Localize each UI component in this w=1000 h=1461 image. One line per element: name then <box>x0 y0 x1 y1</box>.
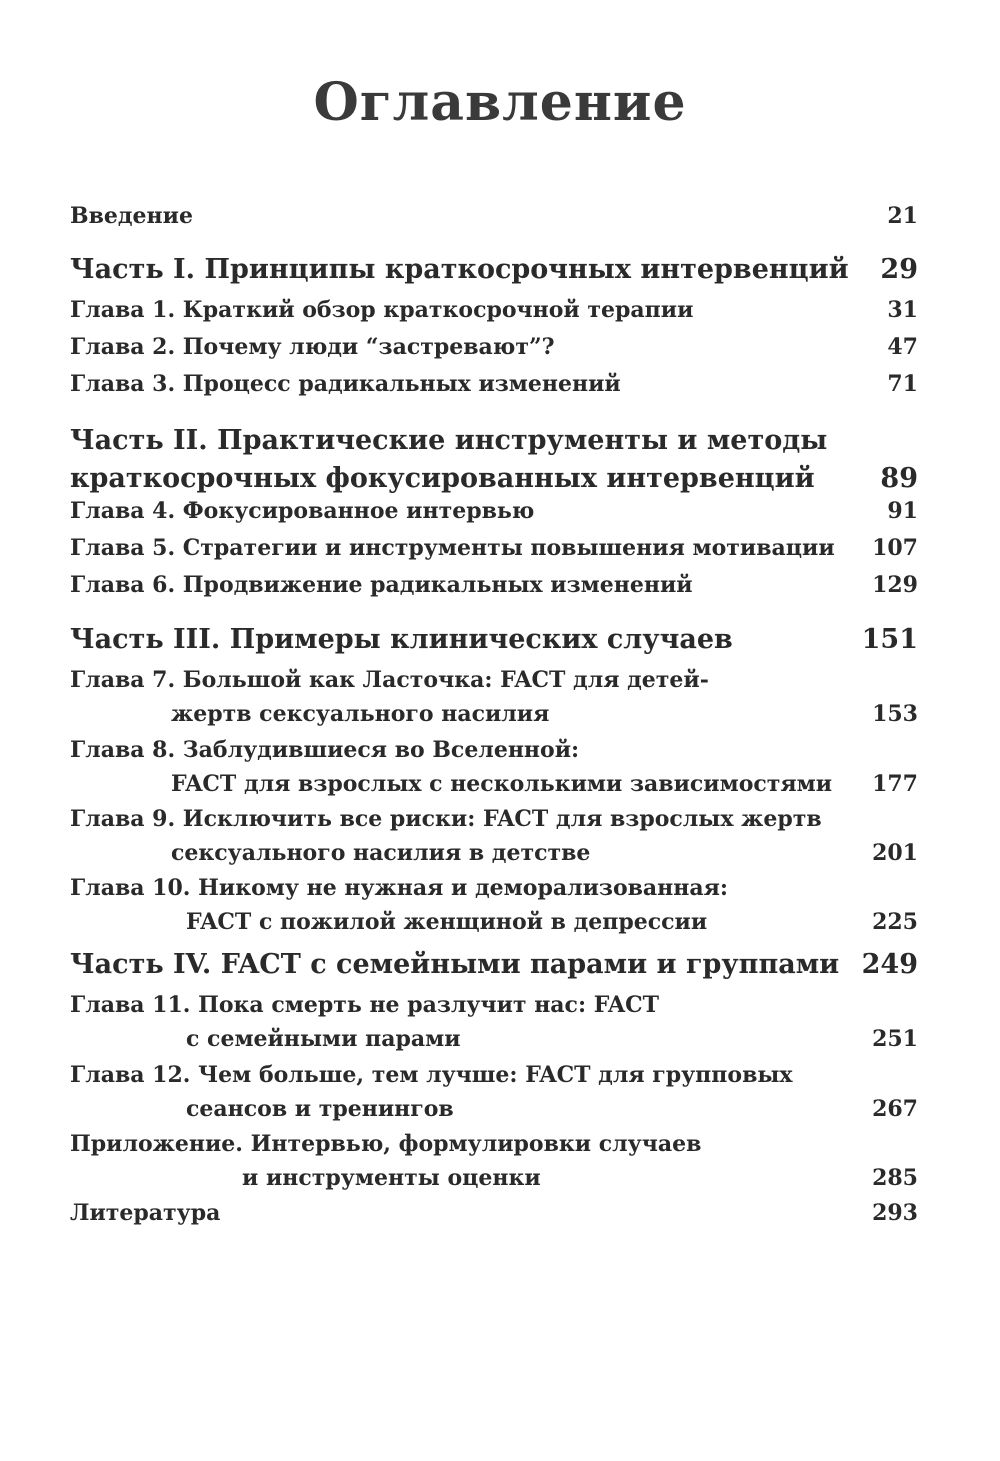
toc-appendix[interactable] <box>70 1127 918 1195</box>
toc-entry-page: 29 <box>880 254 918 285</box>
toc-entry-page: 251 <box>872 1026 918 1052</box>
toc-chapter-2[interactable] <box>70 330 918 364</box>
toc-entry-text: Глава 11. Пока смерть не разлучит нас: FACT <box>70 992 660 1018</box>
toc-literature[interactable] <box>70 1196 918 1230</box>
toc-entry-text: Введение <box>70 203 193 229</box>
toc-entry-text-cont: краткосрочных фокусированных интервенций <box>70 463 815 494</box>
toc-entry-text: Глава 12. Чем больше, тем лучше: FACT для групповых <box>70 1062 793 1088</box>
toc-chapter-8[interactable] <box>70 733 918 801</box>
toc-entry-text-cont: сеансов и тренингов <box>186 1096 454 1122</box>
toc-entry-text: Приложение. Интервью, формулировки случаев <box>70 1131 702 1157</box>
toc-entry-intro[interactable] <box>70 196 918 236</box>
toc-chapter-4[interactable] <box>70 494 918 528</box>
toc-entry-text: Глава 6. Продвижение радикальных изменений <box>70 572 693 598</box>
toc-entry-page: 293 <box>872 1200 918 1226</box>
page-title: Оглавление <box>313 72 687 133</box>
toc-entry-text: Глава 9. Исключить все риски: FACT для взрослых жертв <box>70 806 822 832</box>
toc-entry-text-cont: сексуального насилия в детстве <box>171 840 591 866</box>
toc-part-2[interactable] <box>70 422 918 498</box>
toc-chapter-1[interactable] <box>70 293 918 327</box>
toc-entry-text-cont: FACT для взрослых с несколькими зависимостями <box>171 771 833 797</box>
toc-entry-page: 21 <box>887 203 918 229</box>
toc-entry-text: Часть IV. FACT с семейными парами и группами <box>70 949 840 980</box>
toc-entry-page: 177 <box>872 771 918 797</box>
toc-chapter-6[interactable] <box>70 568 918 602</box>
toc-entry-text: Глава 5. Стратегии и инструменты повышения мотивации <box>70 535 835 561</box>
toc-chapter-7[interactable] <box>70 663 918 731</box>
toc-entry-text: Часть I. Принципы краткосрочных интервенций <box>70 254 849 285</box>
toc-entry-text-cont: жертв сексуального насилия <box>171 701 550 727</box>
toc-chapter-5[interactable] <box>70 531 918 565</box>
toc-part-4[interactable] <box>70 946 918 984</box>
toc-entry-page: 153 <box>872 701 918 727</box>
toc-entry-text-cont: с семейными парами <box>186 1026 461 1052</box>
toc-entry-text: Часть II. Практические инструменты и методы <box>70 425 828 456</box>
toc-chapter-9[interactable] <box>70 802 918 870</box>
toc-entry-text: Глава 3. Процесс радикальных изменений <box>70 371 621 397</box>
toc-entry-text-cont: FACT с пожилой женщиной в депрессии <box>186 909 708 935</box>
toc-chapter-10[interactable] <box>70 871 918 939</box>
toc-entry-page: 285 <box>872 1165 918 1191</box>
toc-entry-text: Глава 4. Фокусированное интервью <box>70 498 535 524</box>
toc-entry-text: Часть III. Примеры клинических случаев <box>70 624 733 655</box>
toc-entry-text: Глава 7. Большой как Ласточка: FACT для детей- <box>70 667 709 693</box>
toc-entry-text: Литература <box>70 1200 221 1226</box>
toc-chapter-3[interactable] <box>70 367 918 401</box>
toc-entry-page: 47 <box>887 334 918 360</box>
toc-chapter-11[interactable] <box>70 988 918 1056</box>
toc-entry-page: 225 <box>872 909 918 935</box>
toc-entry-page: 107 <box>872 535 918 561</box>
toc-entry-page: 151 <box>861 624 918 655</box>
toc-entry-text: Глава 10. Никому не нужная и деморализованная: <box>70 875 729 901</box>
toc-entry-page: 31 <box>887 297 918 323</box>
toc-entry-page: 71 <box>887 371 918 397</box>
toc-part-1[interactable] <box>70 251 918 289</box>
toc-entry-text: Глава 1. Краткий обзор краткосрочной терапии <box>70 297 694 323</box>
toc-entry-text: Глава 2. Почему люди “застревают”? <box>70 334 555 360</box>
toc-entry-page: 129 <box>872 572 918 598</box>
toc-part-3[interactable] <box>70 621 918 659</box>
toc-entry-page: 89 <box>880 463 918 494</box>
toc-entry-page: 91 <box>887 498 918 524</box>
toc-chapter-12[interactable] <box>70 1058 918 1126</box>
toc-entry-page: 267 <box>872 1096 918 1122</box>
toc-entry-page: 201 <box>872 840 918 866</box>
toc-entry-page: 249 <box>861 949 918 980</box>
toc-entry-text: Глава 8. Заблудившиеся во Вселенной: <box>70 737 580 763</box>
toc-entry-text-cont: и инструменты оценки <box>242 1165 541 1191</box>
